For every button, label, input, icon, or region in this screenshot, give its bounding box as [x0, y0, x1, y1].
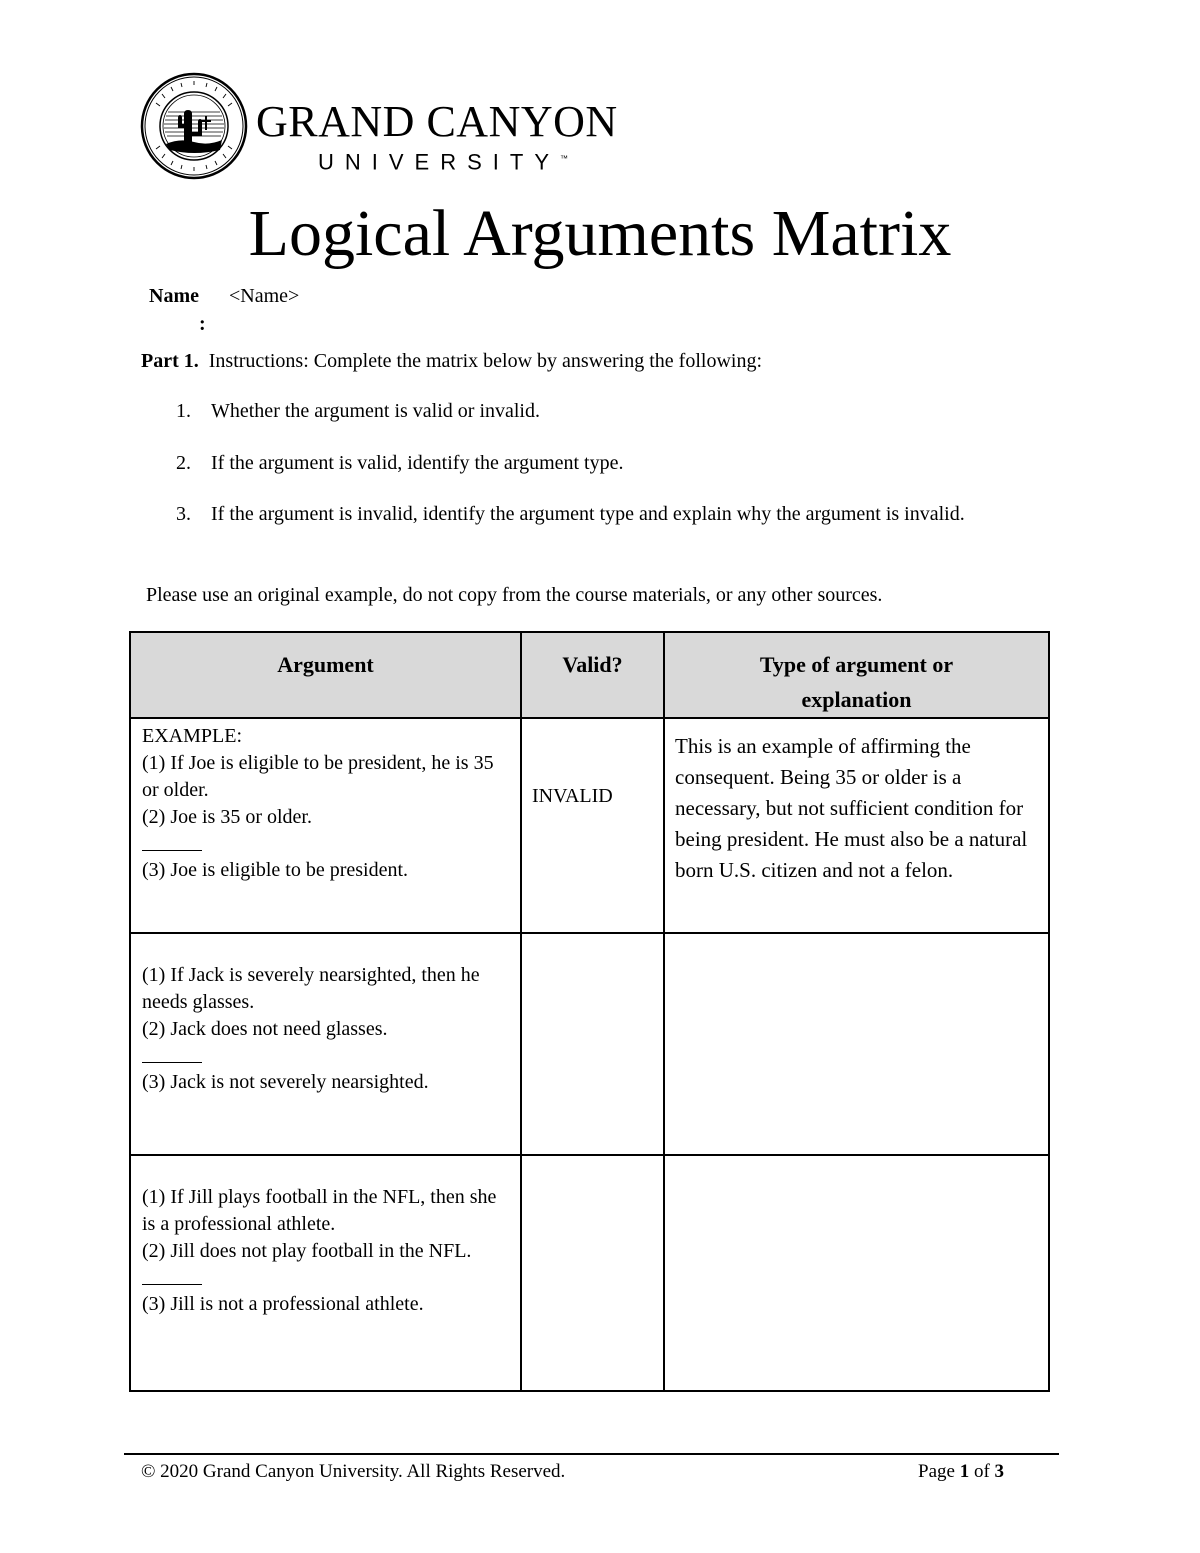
- footer-copyright: © 2020 Grand Canyon University. All Rights Reserved.: [141, 1461, 566, 1482]
- logo-line-2: [318, 148, 618, 173]
- premise-1: (1) If Jack is severely nearsighted, then he needs glasses.: [142, 964, 480, 1013]
- premise-2: (2) Jill does not play football in the NFL.: [142, 1240, 472, 1262]
- originality-note: Please use an original example, do not copy from the course materials, or any other sources.: [146, 584, 883, 606]
- logo-line-1: GRAND CANYON: [256, 97, 618, 146]
- valid-cell[interactable]: [521, 1155, 664, 1391]
- header-type-explanation: [664, 632, 1049, 718]
- instruction-item: [176, 396, 1046, 427]
- conclusion-separator: [142, 1265, 202, 1291]
- explanation-text: [665, 934, 1048, 946]
- argument-text: [131, 934, 520, 1096]
- header-type-text: Type of argument or explanation: [759, 652, 954, 712]
- argument-cell: [130, 718, 521, 933]
- argument-cell: [130, 933, 521, 1155]
- part1-label: Part 1.: [141, 350, 199, 372]
- conclusion-separator: [142, 1043, 202, 1069]
- conclusion: (3) Jack is not severely nearsighted.: [142, 1071, 429, 1093]
- explanation-cell[interactable]: [664, 718, 1049, 933]
- name-label-colon: :: [199, 313, 206, 335]
- page-indicator: [918, 1459, 1004, 1485]
- premise-1: (1) If Jill plays football in the NFL, then she is a professional athlete.: [142, 1186, 497, 1235]
- instruction-number: 1.: [176, 400, 191, 422]
- footer-divider: [124, 1453, 1059, 1455]
- of-word: of: [973, 1461, 990, 1482]
- explanation-cell[interactable]: [664, 933, 1049, 1155]
- argument-text: [131, 1156, 520, 1318]
- total-pages: 3: [994, 1461, 1005, 1482]
- instruction-item: [176, 499, 1046, 530]
- premise-2: (2) Joe is 35 or older.: [142, 806, 312, 828]
- valid-cell[interactable]: [521, 718, 664, 933]
- header-argument: Argument: [130, 632, 521, 718]
- name-label: Name: [149, 285, 199, 307]
- instruction-number: 3.: [176, 503, 191, 525]
- name-value[interactable]: <Name>: [229, 285, 300, 307]
- university-logo: [140, 70, 620, 180]
- premise-1: (1) If Joe is eligible to be president, he is 35 or older.: [142, 752, 494, 801]
- instruction-number: 2.: [176, 452, 191, 474]
- table-header-row: [130, 632, 1049, 718]
- conclusion: (3) Jill is not a professional athlete.: [142, 1293, 424, 1315]
- conclusion-separator: [142, 831, 202, 857]
- part1-instructions: [141, 348, 762, 374]
- page-word: Page: [918, 1461, 955, 1482]
- conclusion: (3) Joe is eligible to be president.: [142, 859, 409, 881]
- part1-intro: Instructions: Complete the matrix below by answering the following:: [208, 350, 762, 372]
- argument-text: [131, 719, 520, 884]
- table-row: [130, 718, 1049, 933]
- trademark-symbol: ™: [560, 154, 569, 163]
- valid-value: [522, 934, 663, 998]
- argument-cell: [130, 1155, 521, 1391]
- instruction-item: [176, 448, 1046, 479]
- premise-2: (2) Jack does not need glasses.: [142, 1018, 388, 1040]
- logo-line-2-text: UNIVERSITY: [318, 149, 561, 175]
- table-row: [130, 1155, 1049, 1391]
- instruction-text: Whether the argument is valid or invalid.: [211, 400, 540, 422]
- example-label: EXAMPLE:: [142, 725, 242, 747]
- page-title: Logical Arguments Matrix: [248, 197, 952, 270]
- explanation-text: This is an example of affirming the consequent. Being 35 or older is a necessary, but not sufficient condition for being president. He must also be a natural born U.S. citizen and not a felon.: [675, 734, 1028, 882]
- current-page: 1: [959, 1461, 970, 1482]
- header-valid: Valid?: [521, 632, 664, 718]
- arguments-matrix: [129, 631, 1050, 1392]
- explanation-cell[interactable]: [664, 1155, 1049, 1391]
- valid-value: INVALID: [532, 785, 613, 807]
- instruction-text: If the argument is valid, identify the argument type.: [211, 452, 624, 474]
- logo-wordmark: [256, 97, 618, 175]
- valid-cell[interactable]: [521, 933, 664, 1155]
- table-row: [130, 933, 1049, 1155]
- explanation-text: [665, 1156, 1048, 1168]
- instruction-text: If the argument is invalid, identify the argument type and explain why the argument is invalid.: [211, 503, 965, 525]
- university-seal-icon: [140, 72, 248, 180]
- valid-value: [522, 1156, 663, 1220]
